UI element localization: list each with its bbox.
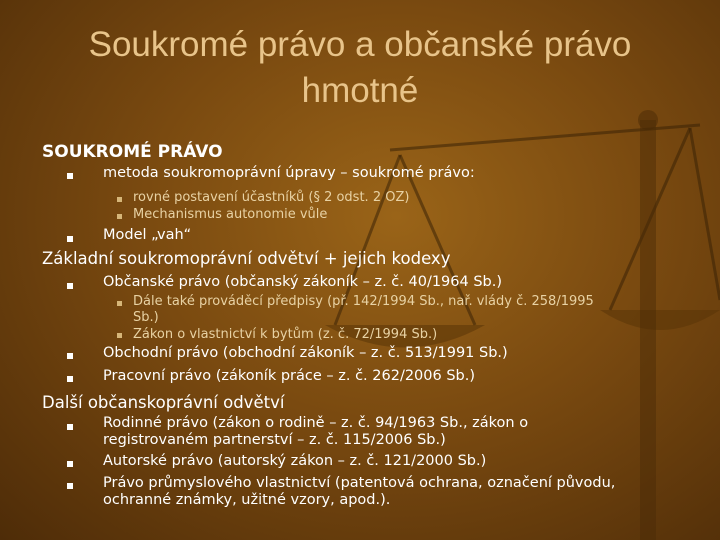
section-heading-soukrome-pravo: SOUKROMÉ PRÁVO — [42, 142, 223, 162]
list-item: Rodinné právo (zákon o rodině – z. č. 94/1963 Sb., zákon o — [103, 415, 529, 431]
title-line-1: Soukromé právo a občanské právo — [88, 25, 632, 64]
bullet — [67, 353, 73, 359]
bullet — [67, 173, 73, 179]
list-item-continuation: registrovaném partnerství – z. č. 115/2006 Sb.) — [103, 432, 446, 448]
slide-title — [40, 22, 680, 114]
section-heading-dalsi-odvetvi: Další občanskoprávní odvětví — [42, 393, 285, 412]
bullet — [67, 376, 73, 382]
list-item: Autorské právo (autorský zákon – z. č. 121/2000 Sb.) — [103, 453, 487, 469]
bullet — [67, 461, 73, 467]
list-item: Model „vah“ — [103, 227, 192, 243]
sub-list-item: rovné postavení účastníků (§ 2 odst. 2 OZ) — [133, 190, 410, 205]
sub-list-item: Mechanismus autonomie vůle — [133, 207, 328, 222]
sub-bullet — [117, 333, 122, 338]
title-line-2: hmotné — [301, 71, 419, 110]
list-item: Pracovní právo (zákoník práce – z. č. 262/2006 Sb.) — [103, 368, 476, 384]
section-heading-zakladni-odvetvi: Základní soukromoprávní odvětví + jejich kodexy — [42, 249, 451, 268]
list-item: Právo průmyslového vlastnictví (patentová ochrana, označení původu, — [103, 475, 616, 491]
list-item: Občanské právo (občanský zákoník – z. č. 40/1964 Sb.) — [103, 274, 503, 290]
sub-list-item-continuation: Sb.) — [133, 310, 159, 325]
sub-bullet — [117, 301, 122, 306]
bullet — [67, 283, 73, 289]
sub-list-item: Zákon o vlastnictví k bytům (z. č. 72/1994 Sb.) — [133, 327, 438, 342]
bullet — [67, 424, 73, 430]
bullet — [67, 236, 73, 242]
sub-list-item: Dále také prováděcí předpisy (př. 142/1994 Sb., nař. vlády č. 258/1995 — [133, 294, 594, 309]
bullet — [67, 483, 73, 489]
sub-bullet — [117, 214, 122, 219]
list-item-continuation: ochranné známky, užitné vzory, apod.). — [103, 492, 391, 508]
sub-bullet — [117, 197, 122, 202]
list-item: metoda soukromoprávní úpravy – soukromé právo: — [103, 165, 475, 181]
list-item: Obchodní právo (obchodní zákoník – z. č. 513/1991 Sb.) — [103, 345, 508, 361]
